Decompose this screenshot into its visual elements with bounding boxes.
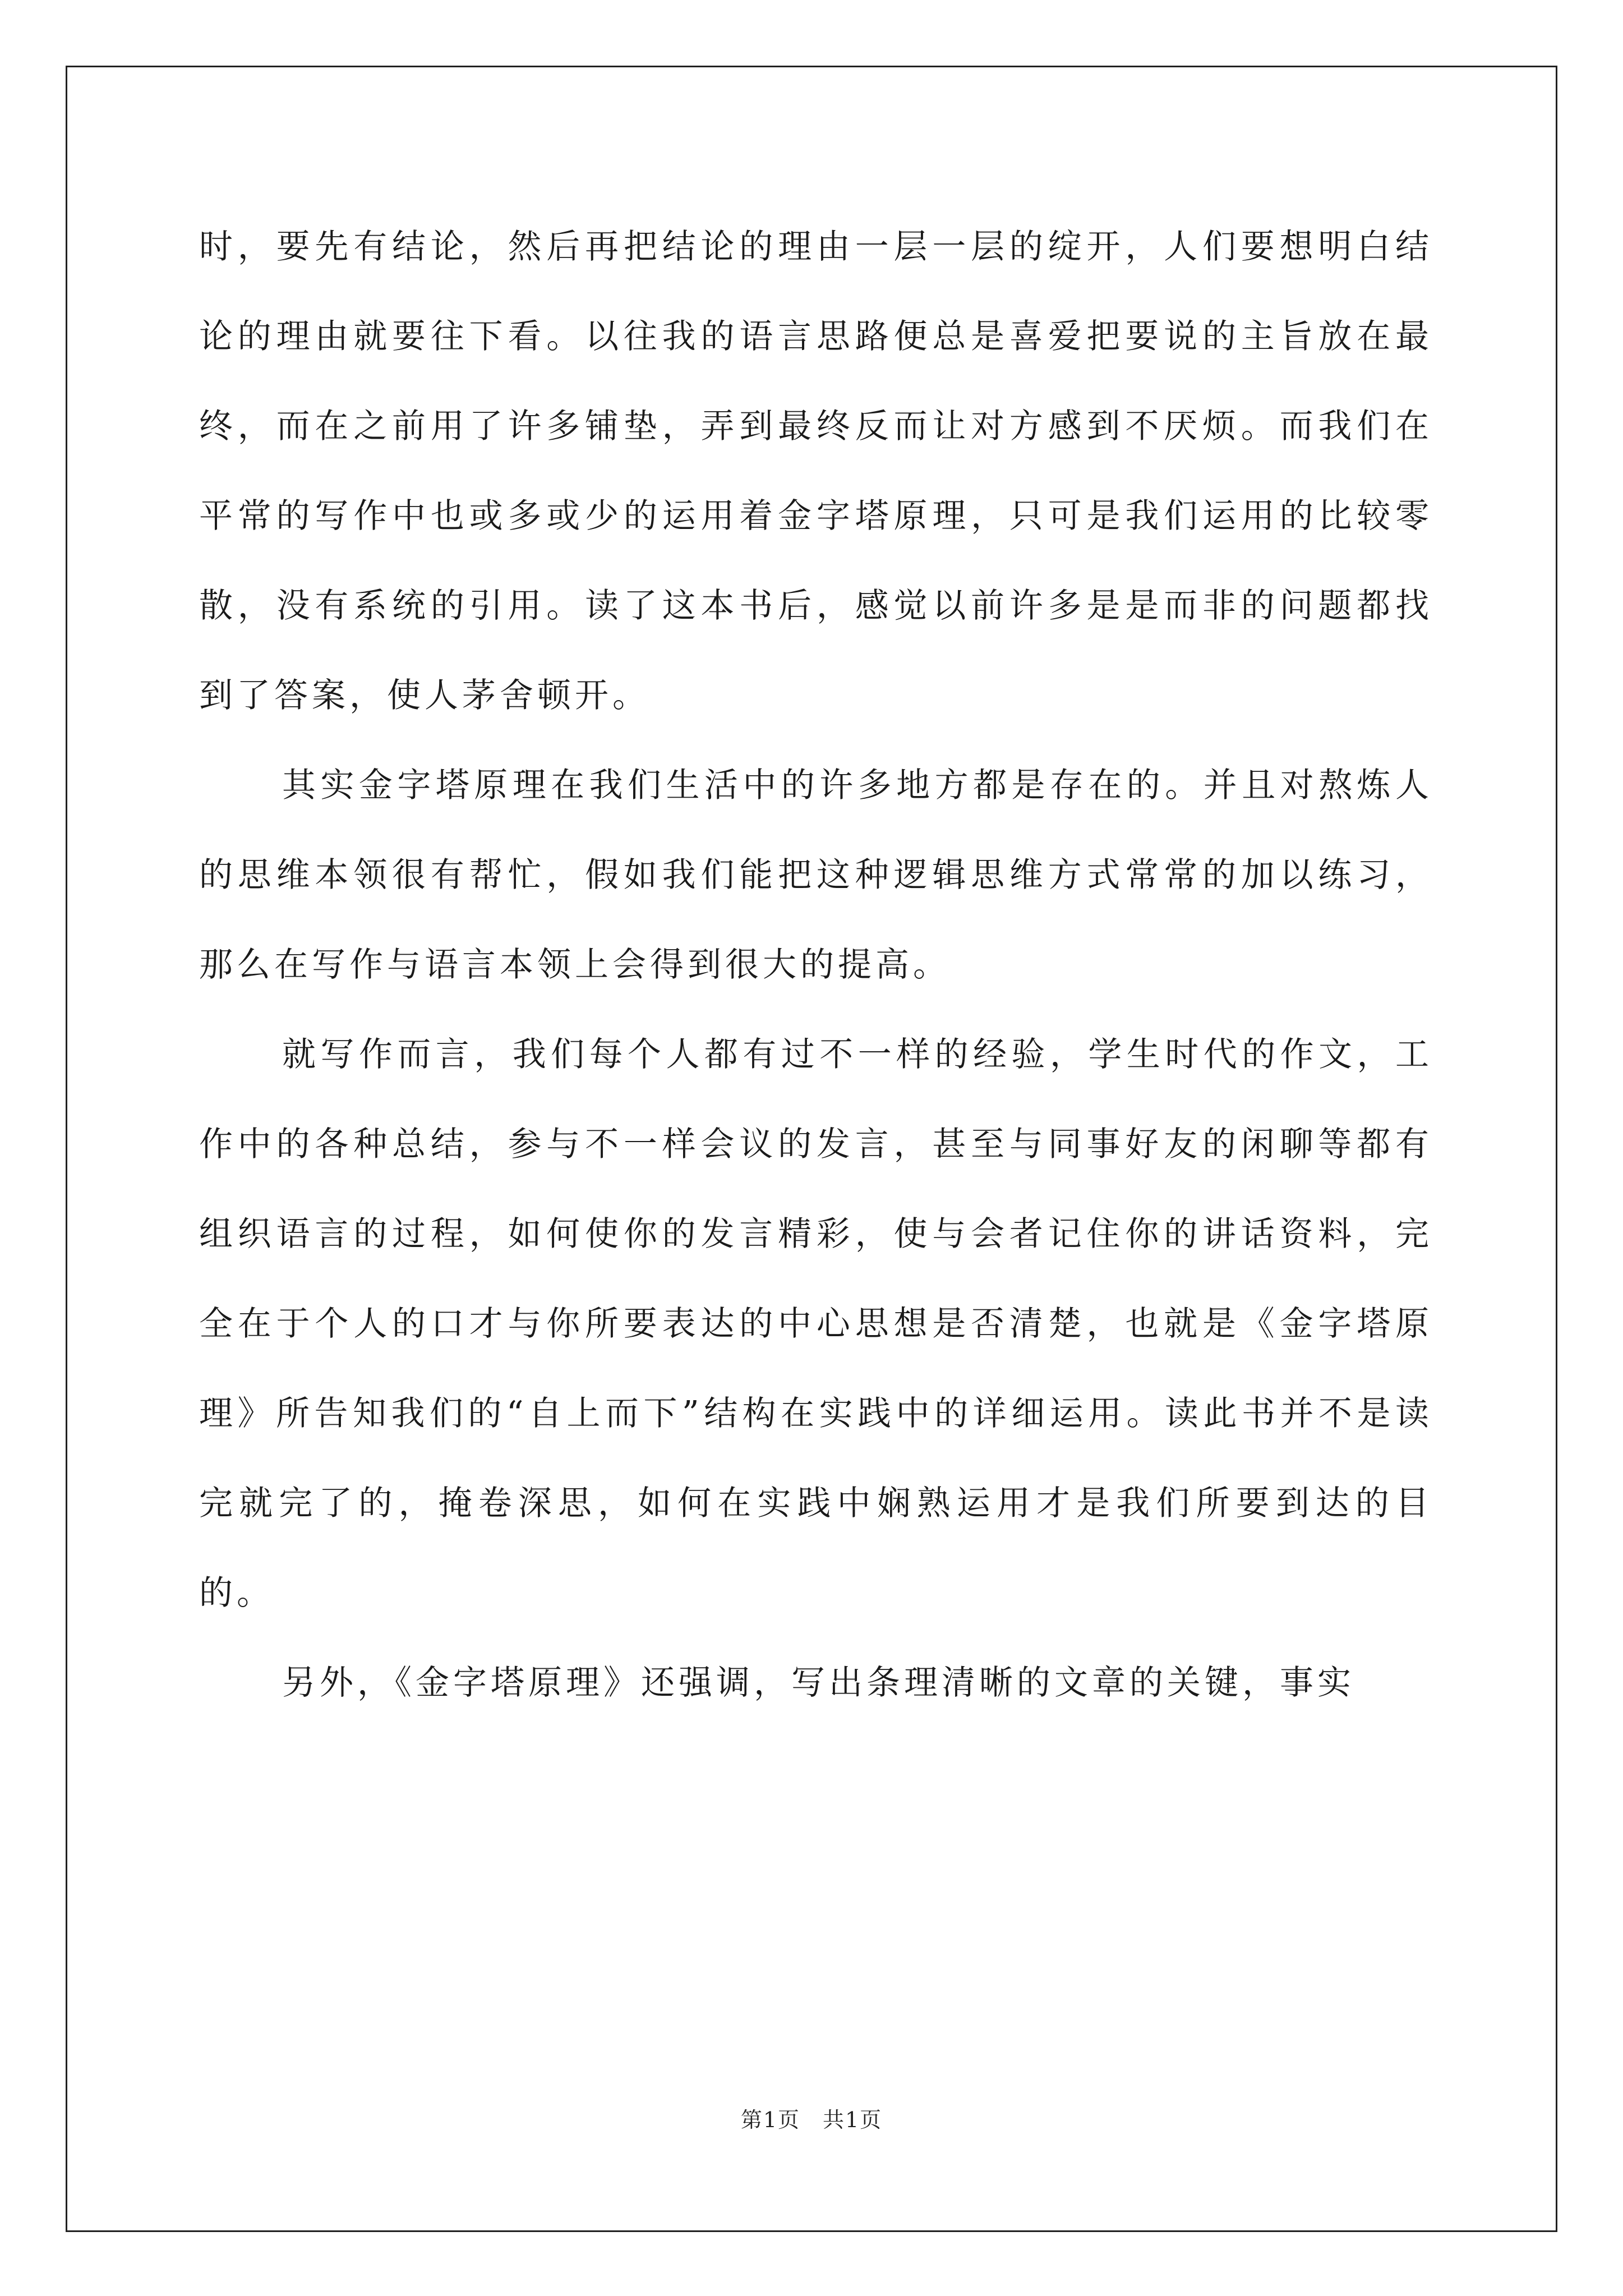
paragraph-1: 时，要先有结论，然后再把结论的理由一层一层的绽开，人们要想明白结论的理由就要往下看。以往我的语言思路便总是喜爱把要说的主旨放在最终，而在之前用了许多铺垫，弄到最终反而让对方感到不厌烦。而我们在平常的写作中也或多或少的运用着金字塔原理，只可是我们运用的比较零散，没有系统的引用。读了这本书后，感觉以前许多是是而非的问题都找到了答案，使人茅舍顿开。: [199, 227, 1433, 715]
document-body: [199, 202, 1433, 1728]
page-number-footer: 第1页 共1页: [740, 2108, 883, 2132]
paragraph-4: 另外，《金字塔原理》还强调，写出条理清晰的文章的关键，事实: [282, 1663, 1355, 1703]
paragraph-3: 就写作而言，我们每个人都有过不一样的经验，学生时代的作文，工作中的各种总结，参与不一样会议的发言，甚至与同事好友的闲聊等都有组织语言的过程，如何使你的发言精彩，使与会者记住你的讲话资料，完全在于个人的口才与你所要表达的中心思想是否清楚，也就是《金字塔原理》所告知我们的“自上而下”结构在实践中的详细运用。读此书并不是读完就完了的，掩卷深思，如何在实践中娴熟运用才是我们所要到达的目的。: [199, 1035, 1433, 1613]
paragraph-2: 其实金字塔原理在我们生活中的许多地方都是存在的。并且对熬炼人的思维本领很有帮忙，假如我们能把这种逻辑思维方式常常的加以练习，那么在写作与语言本领上会得到很大的提高。: [199, 766, 1433, 984]
